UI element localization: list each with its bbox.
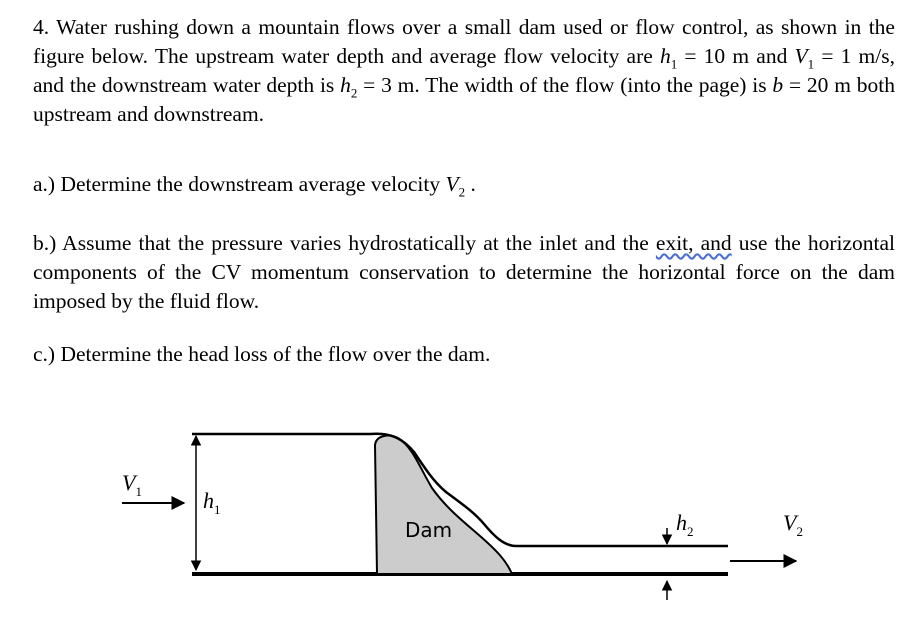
h1-symbol: h [659, 44, 671, 68]
v1-symbol: V [794, 44, 808, 68]
part-b-flagged-text: exit, and [655, 231, 732, 255]
dam-body [375, 436, 512, 574]
b-symbol: b [772, 73, 784, 97]
part-a-end: . [465, 172, 476, 196]
v1-value: = 1 m/s [814, 44, 890, 68]
part-c-text: c.) Determine the head loss of the flow over the dam. [33, 342, 491, 366]
h1-value: = 10 m [677, 44, 750, 68]
fig-h1-label: $h_1$ [203, 488, 221, 517]
fig-h2-label: $h_2$ [676, 510, 694, 539]
problem-intro-1: Water rushing down a mountain flows over a small dam used or flow control, as shown in the figure below. The upstream water depth and average flow velocity are [33, 15, 895, 68]
h1-subscript: 1 [670, 56, 678, 72]
dam-label: Dam [405, 518, 453, 542]
v1-subscript: 1 [807, 56, 815, 72]
fig-v1-label: $V_1$ [122, 470, 142, 499]
h2-value: = 3 m [357, 73, 415, 97]
part-a-v-subscript: 2 [458, 184, 466, 200]
problem-intro-4: both upstream and downstream. [33, 73, 895, 126]
h2-subscript: 2 [350, 85, 358, 101]
part-a-text: a.) Determine the downstream average velocity [33, 172, 446, 196]
part-b-text-1: b.) Assume that the pressure varies hydrostatically at the inlet and the [33, 231, 656, 255]
h2-symbol: h [340, 73, 351, 97]
fig-v2-label: $V_2$ [783, 510, 803, 539]
problem-number: 4. [33, 15, 50, 39]
part-b-text-2: use the horizontal components of the CV momentum conservation to determine the horizontal force on the dam imposed by the fluid flow. [33, 231, 895, 313]
problem-intro-2: , and the downstream water depth is [33, 44, 895, 97]
b-value: = 20 m [783, 73, 851, 97]
problem-intro-3: . The width of the flow (into the page) is [414, 73, 773, 97]
and-word: and [749, 44, 795, 68]
part-a-v-symbol: V [445, 172, 459, 196]
